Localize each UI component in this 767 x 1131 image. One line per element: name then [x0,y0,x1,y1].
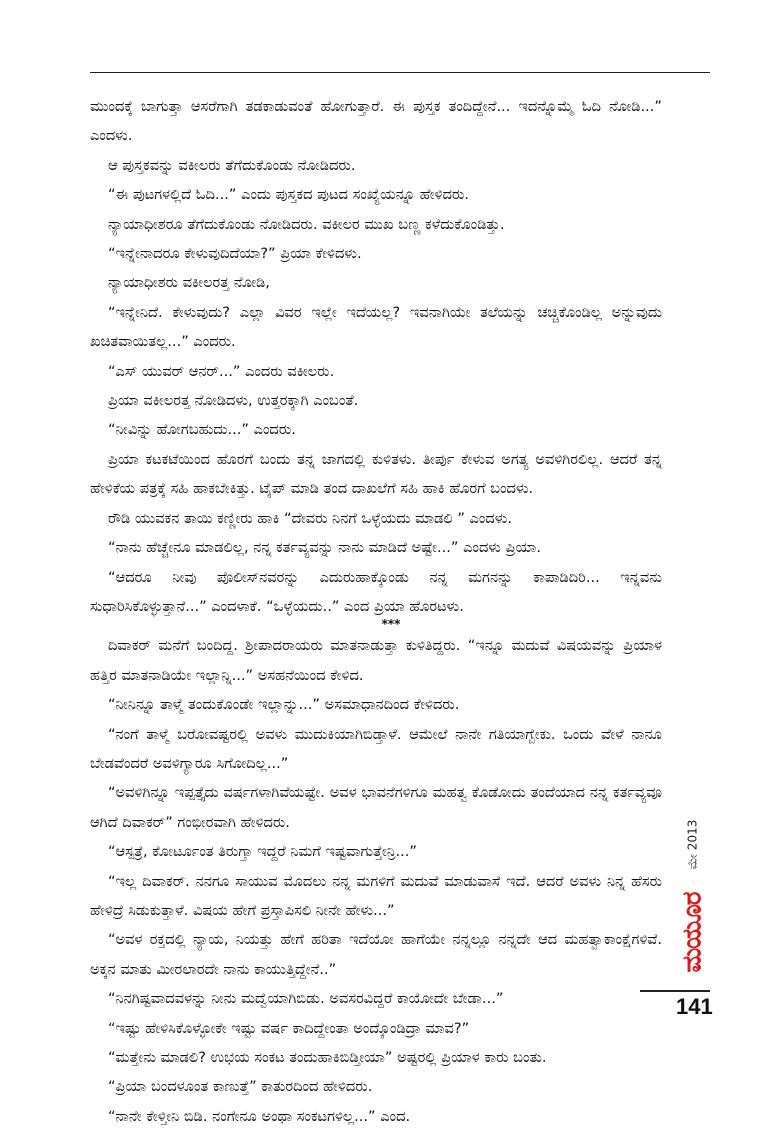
issue-date-text: ಮೇ 2013 [685,819,700,869]
paragraph: “ಇಷ್ಟು ಹೇಳಿಸಿಕೊಳ್ಳೋಕೇ ಇಷ್ಟು ವರ್ಷ ಕಾದಿದ್ದೇಂತಾ ಅಂದ್ಕೊಂಡಿದ್ರಾ ಮಾವ?” [108,1019,470,1037]
paragraph: “ನೀವಿನ್ನು ಹೋಗಬಹುದು...” ಎಂದರು. [108,421,296,439]
magazine-name: ಮಯೂರ [677,892,708,972]
paragraph: “ಇನ್ನೇನಾದರೂ ಕೇಳುವುದಿದೆಯಾ?” ಪ್ರಿಯಾ ಕೇಳಿದಳು. [108,245,362,263]
footer-rule [640,990,710,992]
paragraph: “ನಾನು ಹೆಚ್ಚೇನೂ ಮಾಡಲಿಲ್ಲ, ನನ್ನ ಕರ್ತವ್ಯವನ್ನು ನಾನು ಮಾಡಿದೆ ಅಷ್ಟೇ...” ಎಂದಳು ಪ್ರಿಯಾ. [108,539,542,557]
page-number: 141 [676,994,713,1019]
paragraph: “ಆದರೂ ನೀವು ಪೊಲೀಸ್‌ನವರನ್ನು ಎದುರುಹಾಕ್ಕೊಂಡು ನನ್ನ ಮಗನನ್ನು ಕಾಪಾಡಿದಿರಿ... ಇನ್ನವನು ಸುಧಾರಿಸಿಕೊಳ್ಳುತ್ತಾನೆ...” ಎಂದಳಾಕೆ. “ಒಳ್ಳೆಯದು..” ಎಂದ ಪ್ರಿಯಾ ಹೊರಟಳು. [90,568,662,615]
paragraph: “ನಾನೇ ಕೇಳ್ತೀನಿ ಬಿಡಿ. ನಂಗೇನೂ ಅಂಥಾ ಸಂಕಟಗಳಿಲ್ಲ...” ಎಂದ. [108,1107,411,1125]
paragraph: “ನೀನಿನ್ನೂ ತಾಳ್ಮೆ ತಂದುಕೊಂಡೇ ಇಲ್ಲಾನ್ನು...” ಅಸಮಾಧಾನದಿಂದ ಕೇಳಿದರು. [108,696,460,714]
paragraph: “ಅವಳ ರಕ್ತದಲ್ಲಿ ನ್ಯಾಯ, ನಿಯತ್ತು ಹೇಗೆ ಹರಿತಾ ಇದೆಯೋ ಹಾಗೆಯೇ ನನ್ನಲ್ಲೂ ನನ್ನದೇ ಆದ ಮಹತ್ವಾಕಾಂಕ್ಷೆಗಳಿವೆ. ಅಕ್ಕನ ಮಾತು ಮೀರಲಾರದೇ ನಾನು ಕಾಯುತ್ತಿದ್ದೇನೆ..” [90,931,662,978]
paragraph: ನ್ಯಾಯಾಧೀಶರೂ ತೆಗೆದುಕೊಂಡು ನೋಡಿದರು. ವಕೀಲರ ಮುಖ ಬಣ್ಣ ಕಳೆದುಕೊಂಡಿತ್ತು. [108,215,505,233]
paragraph: “ಈ ಪುಟಗಳಲ್ಲಿದೆ ಓದಿ...” ಎಂದು ಪುಸ್ತಕದ ಪುಟದ ಸಂಖ್ಯೆಯನ್ನೂ ಹೇಳಿದರು. [108,186,470,204]
paragraph: “ನಿನಗಿಷ್ಟವಾದವಳನ್ನು ನೀನು ಮದ್ವೆಯಾಗಿಬಿಡು. ಅವಸರವಿದ್ದರೆ ಕಾಯೋದೇ ಬೇಡಾ...” [108,990,504,1008]
paragraph: “ಅವಳಿಗಿನ್ನೂ ಇಪ್ಪತ್ತೈದು ವರ್ಷಗಳಾಗಿವೆಯಷ್ಟೇ. ಅವಳ ಭಾವನೆಗಳಿಗೂ ಮಹತ್ವ ಕೊಡೋದು ತಂದೆಯಾದ ನನ್ನ ಕರ್ತವ್ಯವೂ ಆಗಿದೆ ದಿವಾಕರ್” ಗಂಭೀರವಾಗಿ ಹೇಳಿದರು. [90,784,662,831]
paragraph: “ಇನ್ನೇನಿದೆ. ಕೇಳುವುದು? ಎಲ್ಲಾ ವಿವರ ಇಲ್ಲೇ ಇದೆಯಲ್ಲ? ಇವನಾಗಿಯೇ ತಲೆಯನ್ನು ಚಚ್ಚಿಕೊಂಡಿಲ್ಲ ಅನ್ನುವುದು ಖಚಿತವಾಯಿತಲ್ಲ...” ಎಂದರು. [90,303,662,351]
section-break: *** [381,617,401,632]
magazine-logo [676,882,710,982]
paragraph: “ಪ್ರಿಯಾ ಬಂದಳೂಂತ ಕಾಣುತ್ತೆ” ಕಾತುರದಿಂದ ಹೇಳಿದರು. [108,1078,373,1096]
paragraph: ಪ್ರಿಯಾ ವಕೀಲರತ್ತ ನೋಡಿದಳು, ಉತ್ತರಕ್ಕಾಗಿ ಎಂಬಂತೆ. [108,392,359,410]
paragraph: ನ್ಯಾಯಾಧೀಶರು ವಕೀಲರತ್ತ ನೋಡಿ, [108,274,270,292]
paragraph: ಆ ಪುಸ್ತಕವನ್ನು ವಕೀಲರು ತೆಗೆದುಕೊಂಡು ನೋಡಿದರು. [108,156,356,174]
paragraph: ದಿವಾಕರ್ ಮನೆಗೆ ಬಂದಿದ್ದ. ಶ್ರೀಪಾದರಾಯರು ಮಾತನಾಡುತ್ತಾ ಕುಳಿತಿದ್ದರು. “ಇನ್ನೂ ಮದುವೆ ವಿಷಯವನ್ನು ಪ್ರಿಯಾಳ ಹತ್ತಿರ ಮಾತನಾಡಿಯೇ ಇಲ್ಲಾನ್ನಿ...” ಅಸಹನೆಯಿಂದ ಕೇಳಿದ. [90,637,662,684]
top-rule [90,72,710,73]
issue-date [676,808,710,880]
story-body [90,92,662,1131]
paragraph: “ಮತ್ತೇನು ಮಾಡಲಿ? ಉಭಯ ಸಂಕಟ ತಂದುಹಾಕಿಬಿಡ್ತೀಯಾ” ಅಷ್ಟರಲ್ಲಿ ಪ್ರಿಯಾಳ ಕಾರು ಬಂತು. [108,1049,547,1066]
paragraph: ರೌಡಿ ಯುವಕನ ತಾಯಿ ಕಣ್ಣೀರು ಹಾಕಿ “ದೇವರು ನಿನಗೆ ಒಳ್ಳೆಯದು ಮಾಡಲಿ ” ಎಂದಳು. [108,509,513,527]
paragraph: “ನಂಗೆ ತಾಳ್ಮೆ ಬರೋವಷ್ಟರಲ್ಲಿ ಅವಳು ಮುದುಕಿಯಾಗಿಬಿಡ್ತಾಳೆ. ಆಮೇಲೆ ನಾನೇ ಗತಿಯಾಗ್ಬೇಕು. ಒಂದು ವೇಳೆ ನಾನೂ ಬೇಡವೆಂದರೆ ಅವಳಿಗ್ಯಾರೂ ಸಿಗೋದಿಲ್ಲ...” [90,725,662,772]
paragraph: ಪ್ರಿಯಾ ಕಟಕಟೆಯಿಂದ ಹೊರಗೆ ಬಂದು ತನ್ನ ಜಾಗದಲ್ಲಿ ಕುಳಿತಳು. ತೀರ್ಪು ಕೇಳುವ ಅಗತ್ಯ ಅವಳಿಗಿರಲಿಲ್ಲ. ಆದರೆ ತನ್ನ ಹೇಳಿಕೆಯ ಪತ್ರಕ್ಕೆ ಸಹಿ ಹಾಕಬೇಕಿತ್ತು. ಟೈಪ್ ಮಾಡಿ ತಂದ ದಾಖಲೆಗೆ ಸಹಿ ಹಾಕಿ ಹೊರಗೆ ಬಂದಳು. [90,450,662,498]
paragraph: “ಆಸ್ಪತ್ರೆ, ಕೋರ್ಟೂಂತ ತಿರುಗ್ತಾ ಇದ್ದರೆ ನಿಮಗೆ ಇಷ್ಟವಾಗುತ್ತೇನ್ರಿ...” [108,843,417,861]
paragraph: “ಎಸ್ ಯುವರ್ ಆನರ್...” ಎಂದರು ವಕೀಲರು. [108,362,335,380]
paragraph: ಮುಂದಕ್ಕೆ ಬಾಗುತ್ತಾ ಆಸರೆಗಾಗಿ ತಡಕಾಡುವಂತೆ ಹೋಗುತ್ತಾರೆ. ಈ ಪುಸ್ತಕ ತಂದಿದ್ದೇನೆ... ಇದನ್ನೊಮ್ಮೆ ಓದಿ ನೋಡಿ...” ಎಂದಳು. [90,98,662,145]
paragraph: “ಇಲ್ಲ ದಿವಾಕರ್. ನನಗೂ ಸಾಯುವ ಮೊದಲು ನನ್ನ ಮಗಳಿಗೆ ಮದುವೆ ಮಾಡುವಾಸೆ ಇದೆ. ಆದರೆ ಅವಳು ನಿನ್ನ ಹೆಸರು ಹೇಳಿದ್ರೆ ಸಿಡುಕುತ್ತಾಳೆ. ವಿಷಯ ಹೇಗೆ ಪ್ರಸ್ತಾಪಿಸಲಿ ನೀನೇ ಹೇಳು...” [90,872,662,919]
